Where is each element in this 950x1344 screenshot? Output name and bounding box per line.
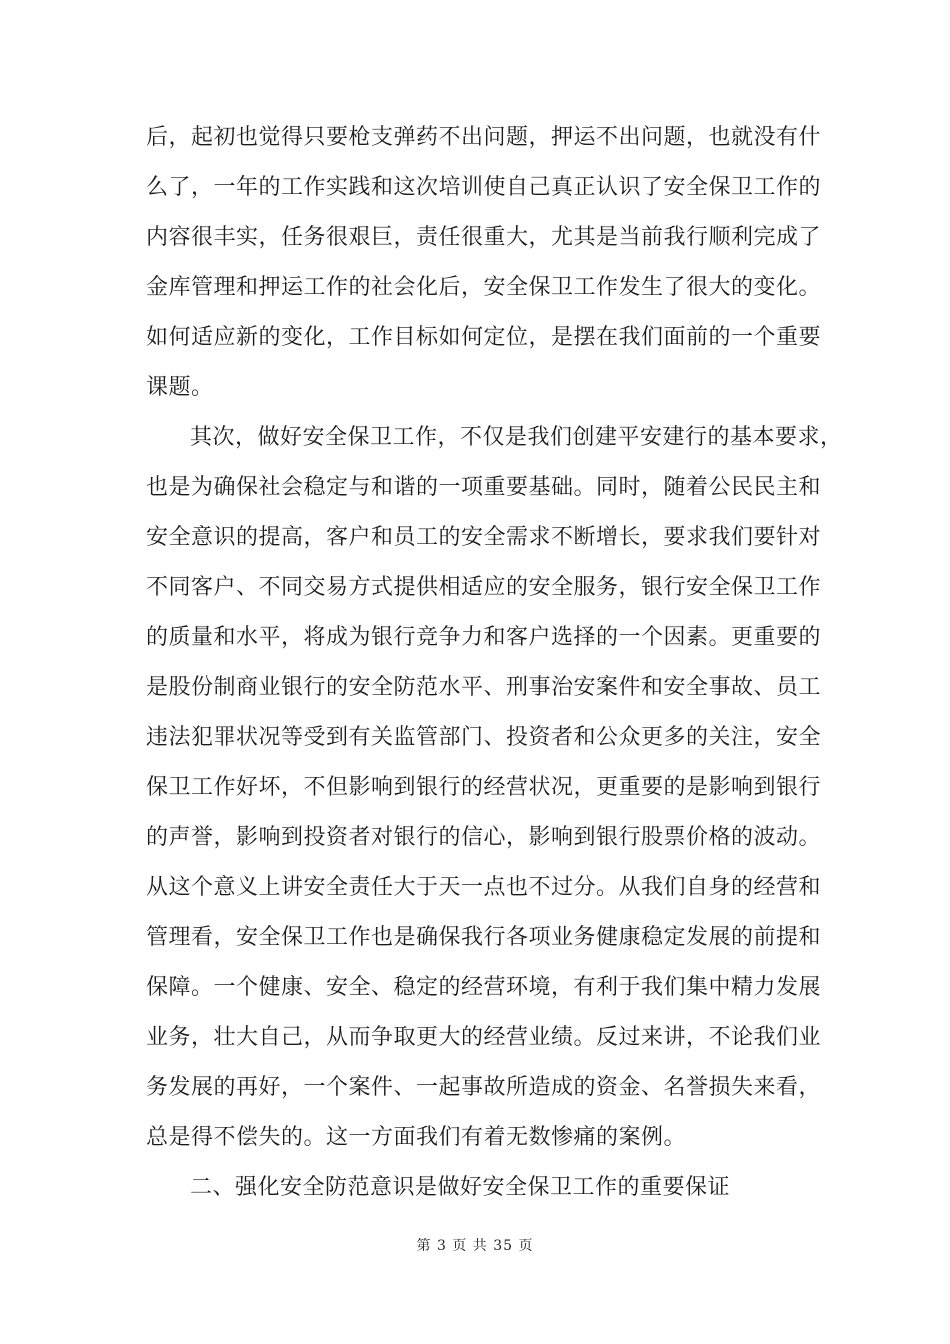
text-line: 是股份制商业银行的安全防范水平、刑事治安案件和安全事故、员工 xyxy=(146,675,822,700)
text-line: 不同客户、不同交易方式提供相适应的安全服务，银行安全保卫工作 xyxy=(146,575,822,600)
page-number-footer: 第 3 页 共 35 页 xyxy=(416,1238,534,1254)
text-line: 其次，做好安全保卫工作，不仅是我们创建平安建行的基本要求， xyxy=(190,425,843,450)
text-line: 从这个意义上讲安全责任大于天一点也不过分。从我们自身的经营和 xyxy=(146,875,822,900)
text-line: 保障。一个健康、安全、稳定的经营环境，有利于我们集中精力发展 xyxy=(146,975,822,1000)
section-heading: 二、强化安全防范意识是做好安全保卫工作的重要保证 xyxy=(190,1175,731,1200)
text-line: 违法犯罪状况等受到有关监管部门、投资者和公众更多的关注，安全 xyxy=(146,725,822,750)
text-line: 安全意识的提高，客户和员工的安全需求不断增长，要求我们要针对 xyxy=(146,525,822,550)
text-line: 金库管理和押运工作的社会化后，安全保卫工作发生了很大的变化。 xyxy=(146,275,822,300)
text-line: 后，起初也觉得只要枪支弹药不出问题，押运不出问题，也就没有什 xyxy=(146,125,822,150)
text-line: 如何适应新的变化，工作目标如何定位，是摆在我们面前的一个重要 xyxy=(146,325,822,350)
text-line: 的声誉，影响到投资者对银行的信心，影响到银行股票价格的波动。 xyxy=(146,825,822,850)
text-line: 业务，壮大自己，从而争取更大的经营业绩。反过来讲，不论我们业 xyxy=(146,1025,822,1050)
text-line: 么了，一年的工作实践和这次培训使自己真正认识了安全保卫工作的 xyxy=(146,175,822,200)
text-line: 课题。 xyxy=(146,375,214,400)
text-line: 的质量和水平，将成为银行竞争力和客户选择的一个因素。更重要的 xyxy=(146,625,822,650)
text-line: 务发展的再好，一个案件、一起事故所造成的资金、名誉损失来看， xyxy=(146,1075,822,1100)
text-line: 总是得不偿失的。这一方面我们有着无数惨痛的案例。 xyxy=(146,1125,687,1150)
text-line: 保卫工作好坏，不但影响到银行的经营状况，更重要的是影响到银行 xyxy=(146,775,822,800)
text-line: 管理看，安全保卫工作也是确保我行各项业务健康稳定发展的前提和 xyxy=(146,925,822,950)
text-line: 也是为确保社会稳定与和谐的一项重要基础。同时，随着公民民主和 xyxy=(146,475,822,500)
text-line: 内容很丰实，任务很艰巨，责任很重大，尤其是当前我行顺利完成了 xyxy=(146,225,822,250)
